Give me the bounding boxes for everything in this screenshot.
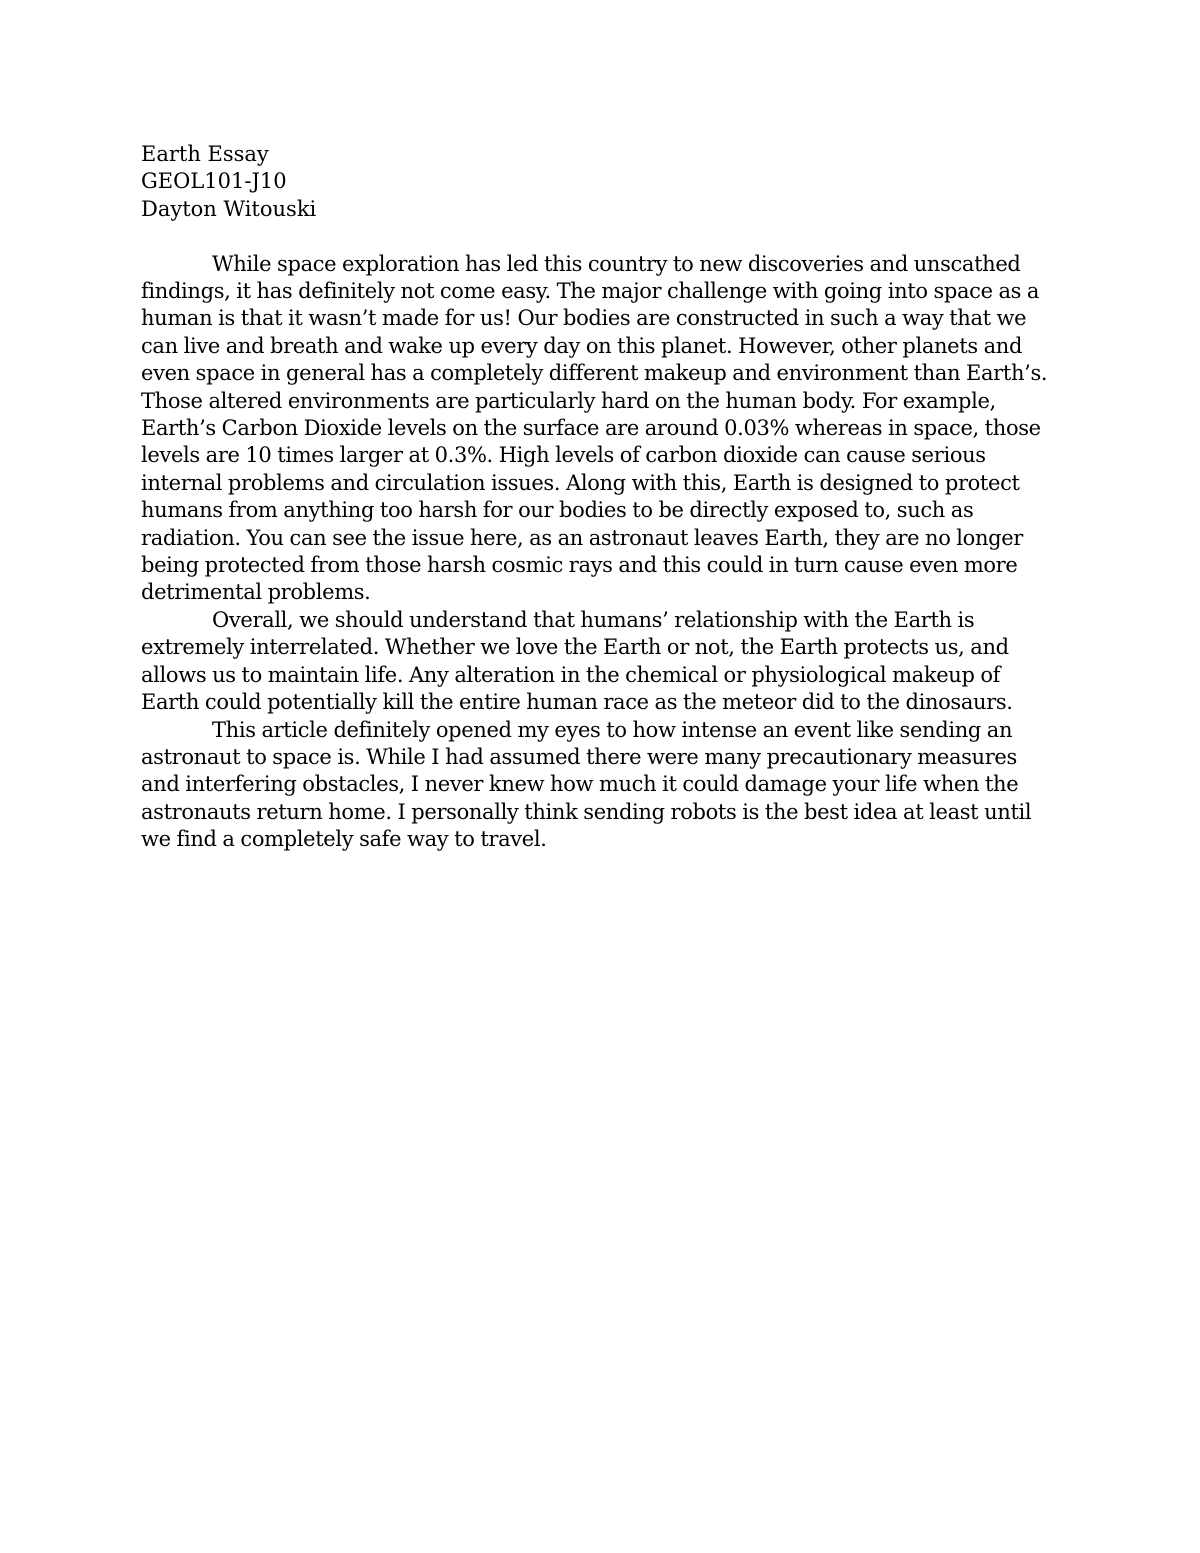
paragraph-2: Overall, we should understand that humans’ relationship with the Earth is extremely interrelated. Whether we love the Earth or not, the Earth protects us, and allows us to maintain life. Any alteration in the chemical or physiological makeup of Earth could potentially kill the entire human race as the meteor did to the dinosaurs.: [141, 607, 1013, 715]
paragraph-3: This article definitely opened my eyes to how intense an event like sending an astronaut to space is. While I had assumed there were many precautionary measures and interfering obstacles, I never knew how much it could damage your life when the astronauts return home. I personally think sending robots is the best idea at least until we find a completely safe way to travel.: [141, 717, 1032, 852]
essay-title: Earth Essay: [141, 142, 269, 166]
document-body: [141, 141, 1056, 854]
course-code: GEOL101-J10: [141, 169, 287, 194]
author-name: Dayton Witouski: [141, 196, 317, 221]
header-spacer: [141, 223, 1056, 250]
paragraph-1: While space exploration has led this country to new discoveries and unscathed findings, it has definitely not come easy. The major challenge with going into space as a human is that it wasn’t made for us! Our bodies are constructed in such a way that we can live and breath and wake up every day on this planet. However, other planets and even space in general has a completely different makeup and environment than Earth’s. Those altered environments are particularly hard on the human body. For example, Earth’s Carbon Dioxide levels on the surface are around 0.03% whereas in space, those levels are 10 times larger at 0.3%. High levels of carbon dioxide can cause serious internal problems and circulation issues. Along with this, Earth is designed to protect humans from anything too harsh for our bodies to be directly exposed to, such as radiation. You can see the issue here, as an astronaut leaves Earth, they are no longer being protected from those harsh cosmic rays and this could in turn cause even more detrimental problems.: [141, 251, 1048, 605]
